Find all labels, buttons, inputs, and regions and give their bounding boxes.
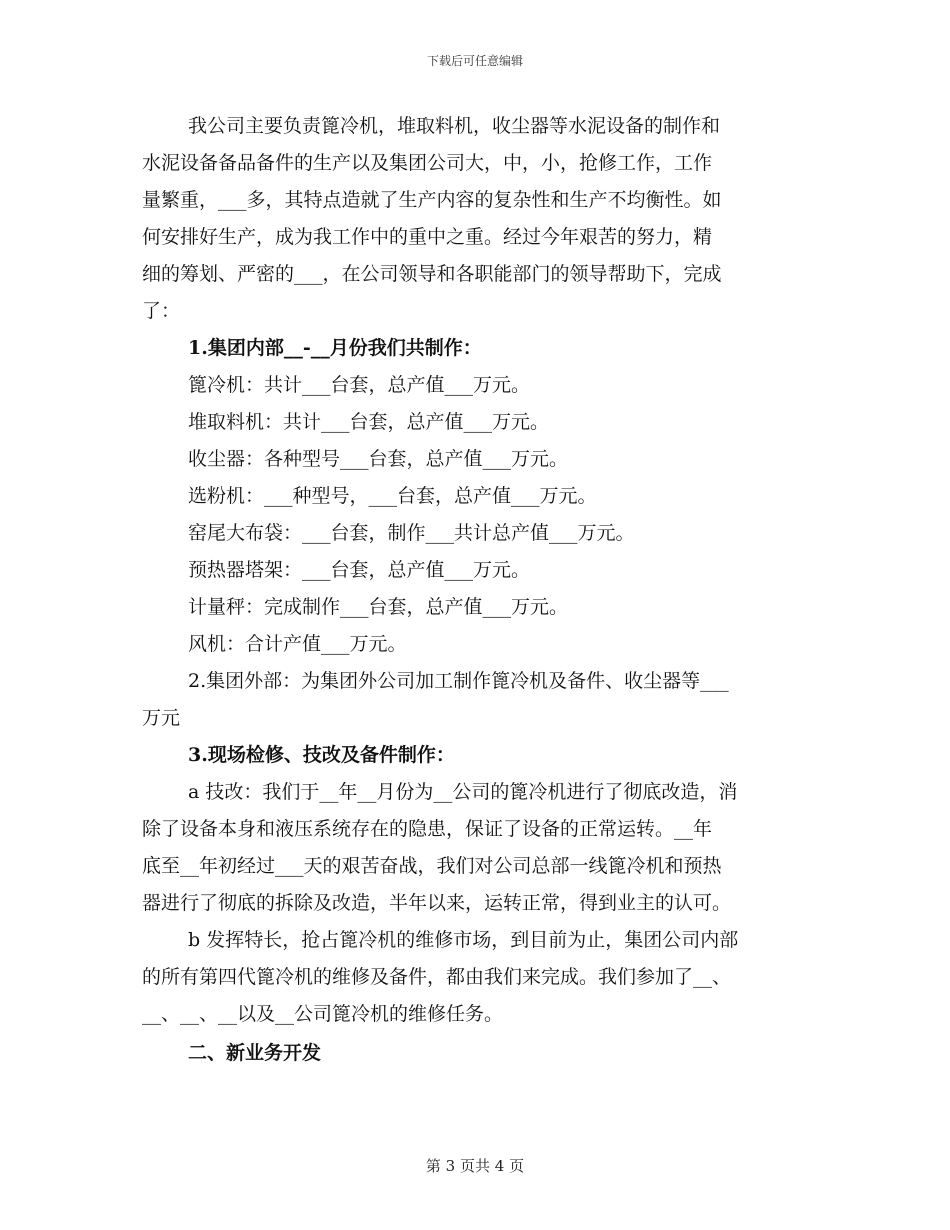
section1-title: 1.集团内部__-__月份我们共制作： — [188, 337, 482, 359]
section1-item: 堆取料机：共计___台套，总产值___万元。 — [188, 411, 550, 433]
section1-item: 预热器塔架：___台套，总产值___万元。 — [188, 559, 531, 581]
intro-line-1: 我公司主要负责篦冷机，堆取料机，收尘器等水泥设备的制作和 — [188, 115, 721, 137]
page-header: 下载后可任意编辑 — [426, 54, 523, 68]
intro-line-4: 何安排好生产，成为我工作中的重中之重。经过今年艰苦的努力，精 — [142, 226, 713, 248]
section1-item: 篦冷机：共计___台套，总产值___万元。 — [188, 374, 531, 396]
intro-line-2: 水泥设备备品备件的生产以及集团公司大，中，小，抢修工作，工作 — [142, 152, 713, 174]
intro-line-5: 细的筹划、严密的___，在公司领导和各职能部门的领导帮助下，完成 — [142, 263, 722, 285]
section1-item: 窑尾大布袋：___台套，制作___共计总产值___万元。 — [188, 522, 635, 544]
section3b-line-2: 的所有第四代篦冷机的维修及备件，都由我们来完成。我们参加了__、 — [142, 966, 732, 988]
heading-new-business: 二、新业务开发 — [188, 1042, 322, 1064]
section3-title: 3.现场检修、技改及备件制作： — [188, 744, 455, 766]
section1-item: 计量秤：完成制作___台套，总产值___万元。 — [188, 596, 569, 618]
section3a-line-4: 器进行了彻底的拆除及改造，半年以来，运转正常，得到业主的认可。 — [142, 892, 732, 914]
section3b-line-1: b 发挥特长，抢占篦冷机的维修市场，到目前为止，集团公司内部 — [188, 929, 739, 951]
section3a-line-2: 除了设备本身和液压系统存在的隐患，保证了设备的正常运转。__年 — [142, 818, 713, 840]
section3a-line-3: 底至__年初经过___天的艰苦奋战，我们对公司总部一线篦冷机和预热 — [142, 855, 722, 877]
section1-item: 风机：合计产值___万元。 — [188, 633, 407, 655]
section3a-line-1: a 技改：我们于__年__月份为__公司的篦冷机进行了彻底改造，消 — [188, 781, 738, 803]
intro-line-3: 量繁重，___多，其特点造就了生产内容的复杂性和生产不均衡性。如 — [142, 189, 722, 211]
document-body — [142, 108, 810, 1072]
section1-item: 选粉机：___种型号，___台套，总产值___万元。 — [188, 485, 597, 507]
section1-item: 收尘器：各种型号___台套，总产值___万元。 — [188, 448, 569, 470]
page-footer: 第 3 页共 4 页 — [425, 1157, 525, 1175]
section2-line-2: 万元 — [142, 707, 181, 729]
intro-line-6: 了： — [142, 300, 181, 322]
section3b-line-3: __、__、__以及__公司篦冷机的维修任务。 — [142, 1003, 504, 1025]
section2-line-1: 2.集团外部：为集团外公司加工制作篦冷机及备件、收尘器等___ — [188, 670, 729, 692]
